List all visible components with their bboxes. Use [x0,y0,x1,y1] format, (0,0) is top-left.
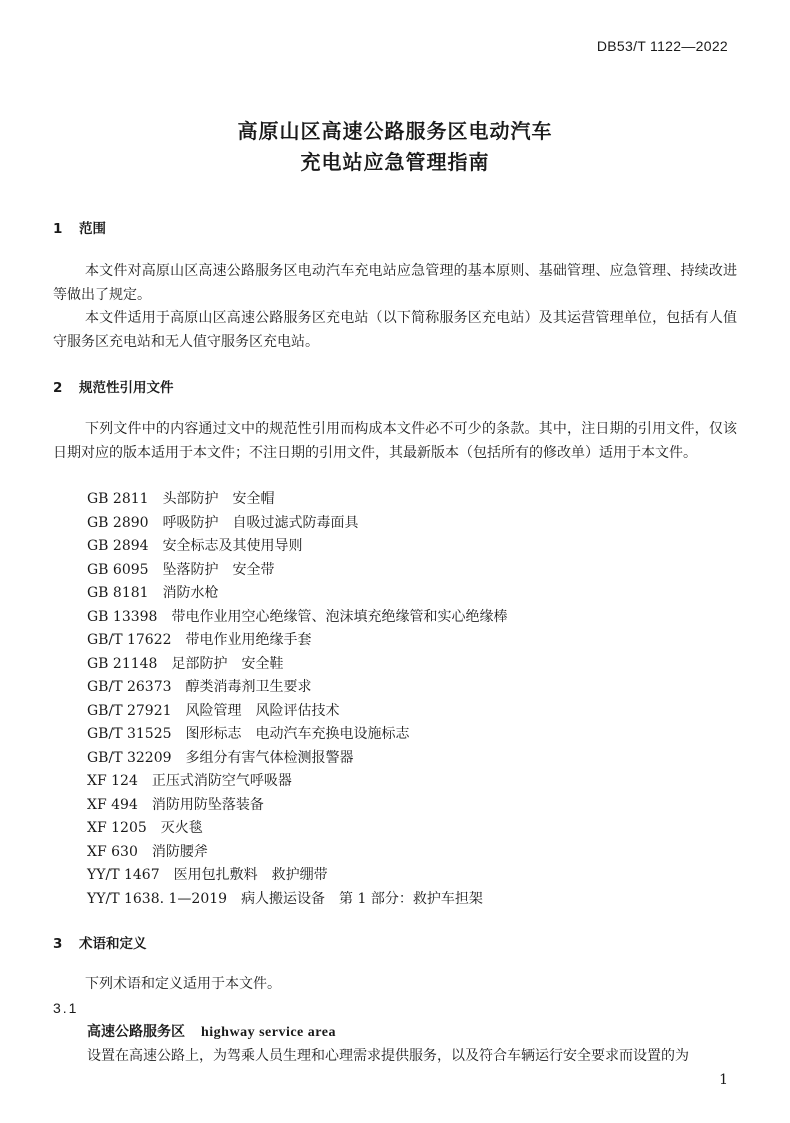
reference-code: GB/T 31525 [87,726,172,742]
reference-code: XF 630 [87,843,138,860]
reference-title: 足部防护 安全鞋 [171,655,284,672]
reference-title: 消防水枪 [162,585,219,601]
section-heading-references [53,376,174,396]
reference-title: 醇类消毒剂卫生要求 [185,679,312,695]
reference-code: GB/T 32209 [87,749,172,766]
reference-code: GB 2890 [87,514,149,531]
reference-code: GB 2811 [87,491,149,507]
reference-code: GB/T 26373 [87,679,172,695]
reference-title: 图形标志 电动汽车充换电设施标志 [185,726,410,742]
reference-item [87,817,507,841]
reference-item [87,512,507,536]
reference-code: GB 8181 [87,585,149,601]
section-number: 1 [53,221,63,237]
reference-title: 安全标志及其使用导则 [162,538,303,554]
term-chinese: 高速公路服务区 [87,1024,185,1040]
section-heading-scope [53,217,106,237]
reference-item [87,676,507,700]
reference-title: 呼吸防护 自吸过滤式防毒面具 [162,514,359,531]
reference-title: 消防腰斧 [151,843,208,860]
reference-title: 带电作业用绝缘手套 [185,632,312,648]
reference-code: GB 13398 [87,608,158,625]
section-title: 规范性引用文件 [79,380,174,396]
terms-intro: 下列术语和定义适用于本文件。 [85,976,281,992]
section-title: 术语和定义 [79,936,147,952]
reference-title: 坠落防护 安全带 [162,561,275,578]
reference-item [87,747,507,771]
reference-title: 灭火毯 [160,820,203,836]
reference-title: 消防用防坠落装备 [151,796,264,813]
reference-item [87,629,507,653]
scope-paragraph-2: 本文件适用于高原山区高速公路服务区充电站（以下简称服务区充电站）及其运营管理单位，包括有人值守服务区充电站和无人值守服务区充电站。 [53,310,737,350]
clause-number: 3.1 [53,1000,79,1016]
document-title-line1: 高原山区高速公路服务区电动汽车 [237,119,553,143]
reference-code: GB 21148 [87,655,158,672]
reference-item [87,864,507,888]
reference-title: 头部防护 安全帽 [162,491,275,507]
reference-title: 正压式消防空气呼吸器 [151,773,292,789]
term-entry [87,1021,336,1041]
term-definition: 设置在高速公路上，为驾乘人员生理和心理需求提供服务，以及符合车辆运行安全要求而设置的为 [87,1048,689,1064]
page-number: 1 [719,1072,728,1088]
reference-item [87,488,507,512]
reference-code: GB 6095 [87,561,149,578]
section-number: 3 [53,936,63,952]
reference-title: 病人搬运设备 第 1 部分：救护车担架 [241,890,483,907]
reference-item [87,700,507,724]
standard-code: DB53/T 1122—2022 [596,38,728,54]
reference-code: XF 124 [87,773,138,789]
reference-item [87,770,507,794]
reference-item [87,888,507,912]
reference-title: 带电作业用空心绝缘管、泡沫填充绝缘管和实心绝缘棒 [171,608,508,625]
reference-title: 多组分有害气体检测报警器 [185,749,354,766]
term-english: highway service area [201,1025,336,1040]
reference-code: XF 1205 [87,820,147,836]
section-heading-terms [53,932,147,952]
reference-list [87,488,507,911]
reference-item [87,606,507,630]
reference-code: YY/T 1467 [87,867,160,883]
reference-code: GB/T 27921 [87,702,172,719]
scope-paragraph-1: 本文件对高原山区高速公路服务区电动汽车充电站应急管理的基本原则、基础管理、应急管理、持续改进等做出了规定。 [53,263,737,303]
reference-code: YY/T 1638. 1—2019 [87,890,228,907]
reference-item [87,653,507,677]
reference-item [87,723,507,747]
document-title-line2: 充电站应急管理指南 [300,150,490,174]
reference-item [87,582,507,606]
reference-code: XF 494 [87,796,138,813]
references-intro: 下列文件中的内容通过文中的规范性引用而构成本文件必不可少的条款。其中，注日期的引用文件，仅该日期对应的版本适用于本文件；不注日期的引用文件，其最新版本（包括所有的修改单）适用于本文件。 [53,421,737,461]
reference-item [87,559,507,583]
reference-code: GB 2894 [87,538,149,554]
reference-item [87,535,507,559]
section-number: 2 [53,380,63,396]
reference-title: 医用包扎敷料 救护绷带 [173,867,328,883]
reference-title: 风险管理 风险评估技术 [185,702,340,719]
reference-code: GB/T 17622 [87,632,172,648]
section-title: 范围 [79,221,106,237]
reference-item [87,841,507,865]
reference-item [87,794,507,818]
